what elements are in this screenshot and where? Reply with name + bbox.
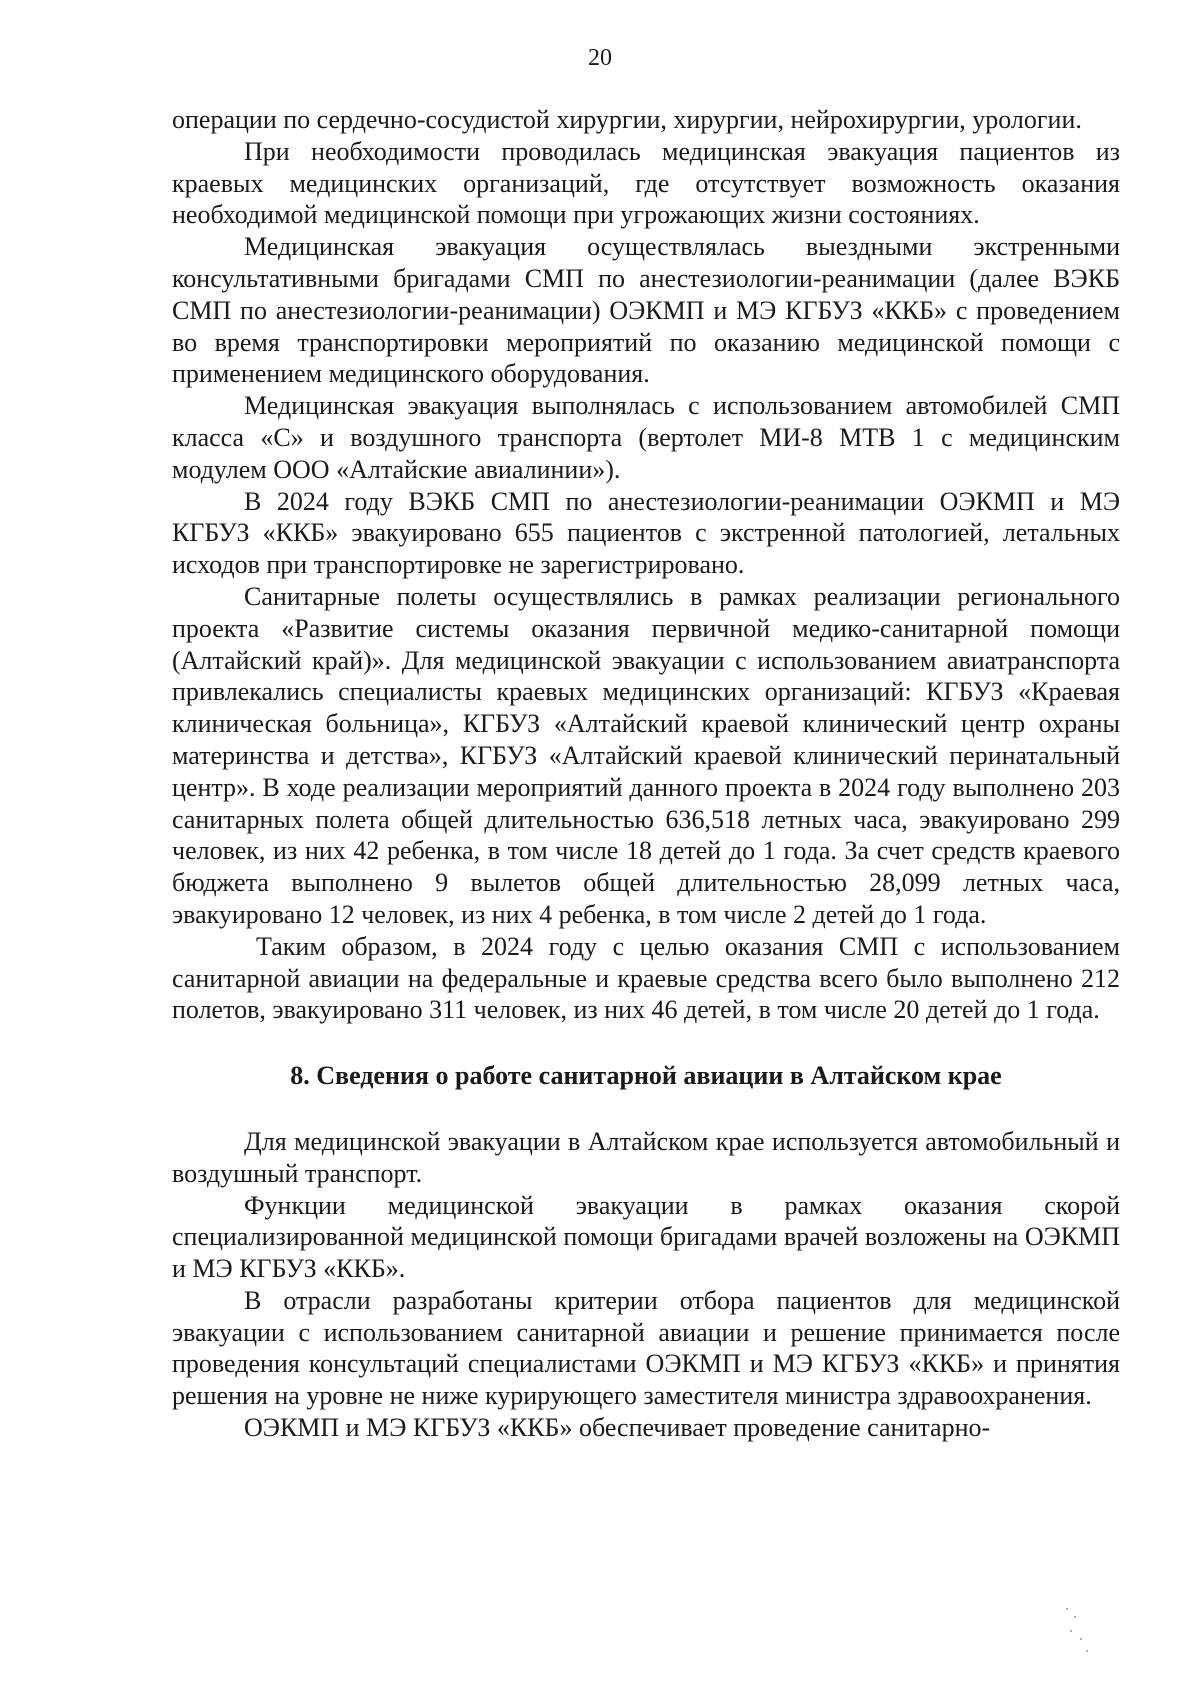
paragraph-sanitary-flights: Санитарные полеты осуществлялись в рамках реализации регионального проекта «Развитие системы оказания первичной медико-санитарной помощи (Алтайский край)». Для медицинской эвакуации с использованием авиатранспорта привлекались специалисты краевых медицинских организаций: КГБУЗ «Краевая клиническая больница», КГБУЗ «Алтайский краевой клинический центр охраны материнства и детства», КГБУЗ «Алтайский краевой клинический перинатальный центр». В ходе реализации мероприятий данного проекта в 2024 году выполнено 203 санитарных полета общей длительностью 636,518 летных часа, эвакуировано 299 человек, из них 42 ребенка, в том числе 18 детей до 1 года. За счет средств краевого бюджета выполнено 9 вылетов общей длительностью 28,099 летных часа, эвакуировано 12 человек, из них 4 ребенка, в том числе 2 детей до 1 года. — [172, 581, 1120, 929]
scan-artifact — [1070, 1630, 1072, 1632]
page-number: 20 — [588, 45, 612, 71]
paragraph-evacuation-need: При необходимости проводилась медицинская эвакуация пациентов из краевых медицинских организаций, где отсутствует возможность оказания необходимой медицинской помощи при угрожающих жизни состояниях. — [172, 136, 1120, 230]
scan-artifact — [1074, 1616, 1076, 1618]
section-heading: 8. Сведения о работе санитарной авиации в Алтайском крае — [290, 1061, 1002, 1091]
paragraph-selection-criteria: В отрасли разработаны критерии отбора пациентов для медицинской эвакуации с использованием санитарной авиации и решение принимается после проведения консультаций специалистами ОЭКМП и МЭ КГБУЗ «ККБ» и принятия решения на уровне не ниже курирующего заместителя министра здравоохранения. — [172, 1285, 1120, 1411]
paragraph-evacuation-2024: В 2024 году ВЭКБ СМП по анестезиологии-реанимации ОЭКМП и МЭ КГБУЗ «ККБ» эвакуировано 655 пациентов с экстренной патологией, летальных исходов при транспортировке не зарегистрировано. — [172, 486, 1120, 580]
paragraph-transport-used: Для медицинской эвакуации в Алтайском крае используется автомобильный и воздушный транспорт. — [172, 1126, 1120, 1188]
paragraph-evacuation-transport: Медицинская эвакуация выполнялась с использованием автомобилей СМП класса «С» и воздушного транспорта (вертолет МИ-8 МТВ 1 с медицинским модулем ООО «Алтайские авиалинии»). — [172, 391, 1120, 484]
paragraph-continuation: операции по сердечно-сосудистой хирургии, хирургии, нейрохирургии, урологии. — [172, 105, 1082, 134]
scan-artifact — [1080, 1638, 1082, 1640]
paragraph-evacuation-functions: Функции медицинской эвакуации в рамках оказания скорой специализированной медицинской помощи бригадами врачей возложены на ОЭКМП и МЭ КГБУЗ «ККБ». — [172, 1190, 1120, 1284]
scan-artifact — [1066, 1608, 1068, 1610]
document-body — [172, 104, 1120, 1444]
scan-artifact — [1086, 1650, 1088, 1652]
paragraph-provision: ОЭКМП и МЭ КГБУЗ «ККБ» обеспечивает проведение санитарно- — [244, 1413, 991, 1443]
paragraph-summary: Таким образом, в 2024 году с целью оказания СМП с использованием санитарной авиации на федеральные и краевые средства всего было выполнено 212 полетов, эвакуировано 311 человек, из них 46 детей, в том числе 20 детей до 1 года. — [172, 931, 1120, 1025]
paragraph-evacuation-teams: Медицинская эвакуация осуществлялась выездными экстренными консультативными бригадами СМП по анестезиологии-реанимации (далее ВЭКБ СМП по анестезиологии-реанимации) ОЭКМП и МЭ КГБУЗ «ККБ» с проведением во время транспортировки мероприятий по оказанию медицинской помощи с применением медицинского оборудования. — [172, 232, 1120, 389]
